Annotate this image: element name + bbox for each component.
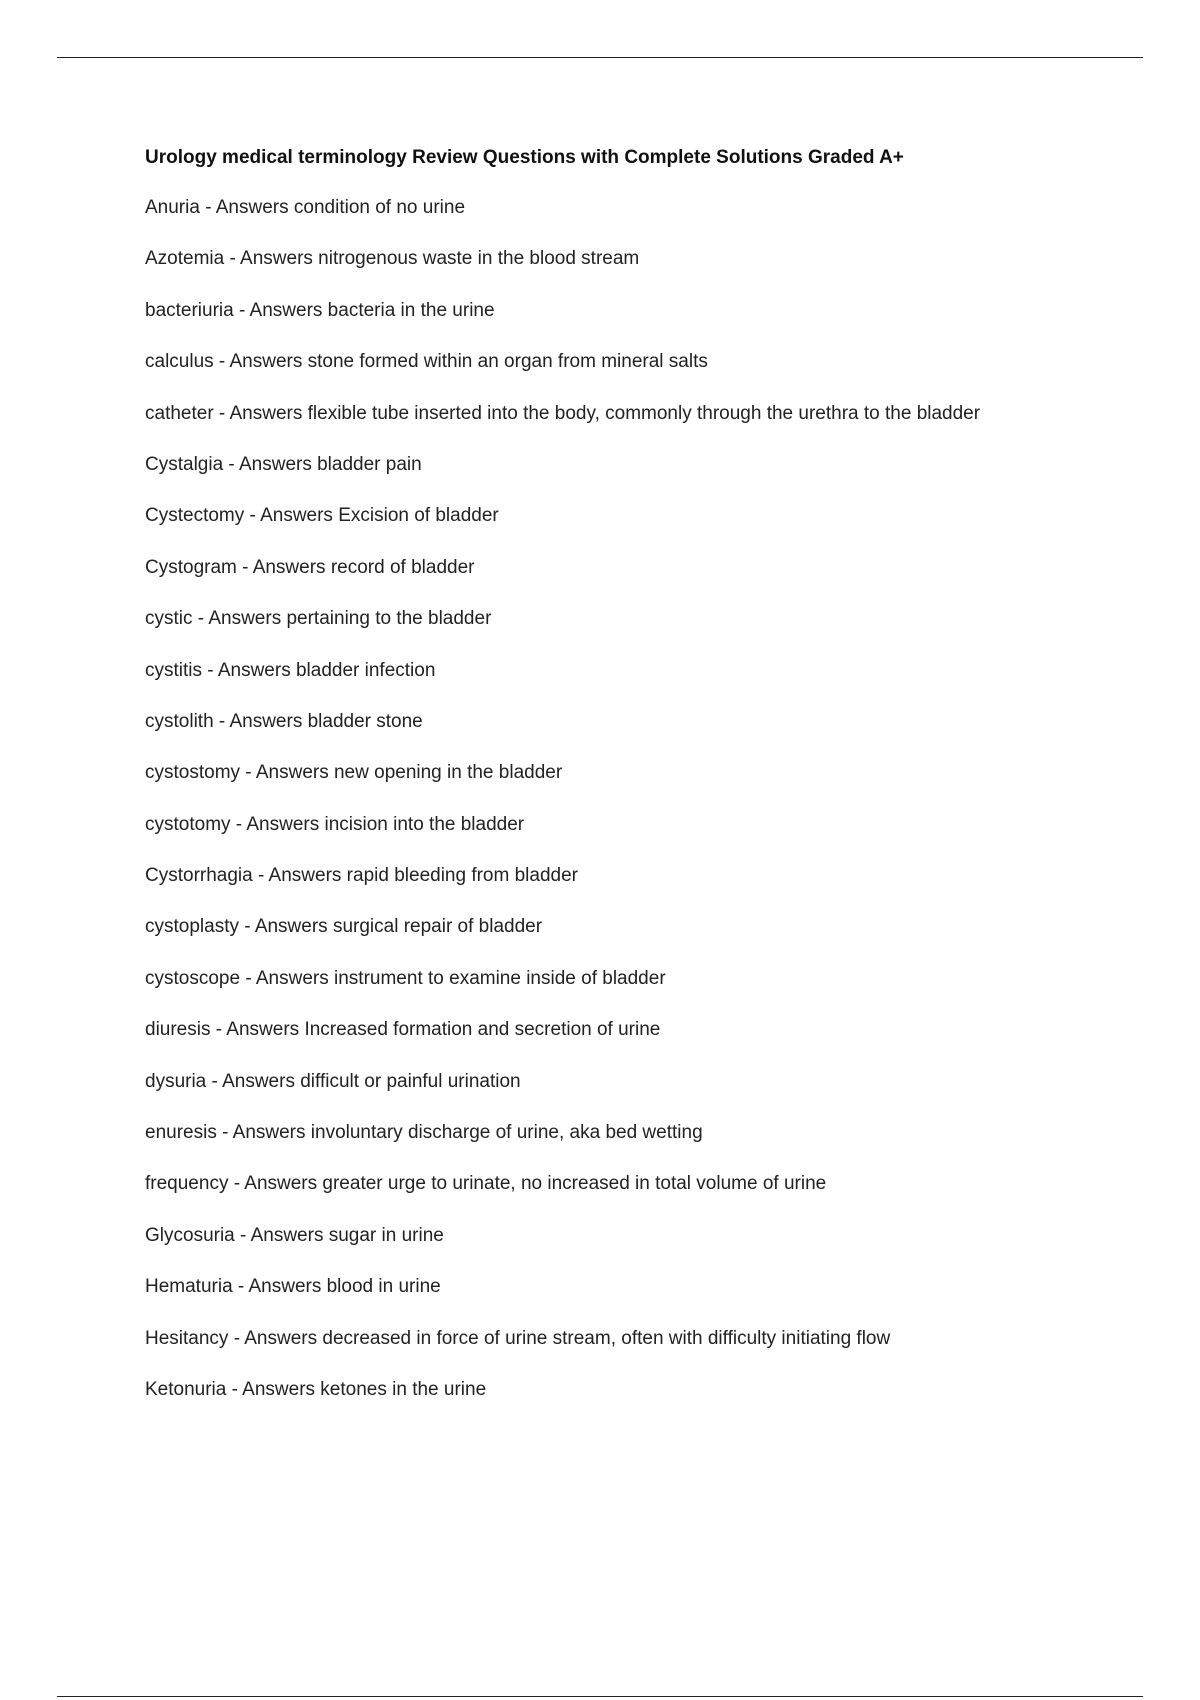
- term-entry: cystic - Answers pertaining to the bladder: [145, 608, 492, 630]
- footer-divider: [57, 1696, 1143, 1697]
- term-entry: dysuria - Answers difficult or painful urination: [145, 1070, 521, 1092]
- term-entry: calculus - Answers stone formed within an organ from mineral salts: [145, 351, 708, 373]
- term-entry: Hesitancy - Answers decreased in force of urine stream, often with difficulty initiating flow: [145, 1327, 891, 1349]
- term-entry: Cystogram - Answers record of bladder: [145, 556, 475, 578]
- term-entry: Cystorrhagia - Answers rapid bleeding from bladder: [145, 865, 578, 887]
- term-entry: cystotomy - Answers incision into the bladder: [145, 813, 525, 835]
- term-entry: bacteriuria - Answers bacteria in the urine: [145, 299, 495, 321]
- term-entry: diuresis - Answers Increased formation and secretion of urine: [145, 1019, 661, 1041]
- document-title: Urology medical terminology Review Questions with Complete Solutions Graded A+: [145, 147, 904, 168]
- term-entry: cystitis - Answers bladder infection: [145, 659, 436, 681]
- term-entry: Cystalgia - Answers bladder pain: [145, 453, 422, 475]
- term-entry: Cystectomy - Answers Excision of bladder: [145, 505, 499, 527]
- term-entry: frequency - Answers greater urge to urinate, no increased in total volume of urine: [145, 1173, 827, 1195]
- header-divider: [57, 57, 1143, 58]
- term-entry: catheter - Answers flexible tube inserted into the body, commonly through the urethra to the bladder: [145, 402, 981, 424]
- term-entry: Hematuria - Answers blood in urine: [145, 1276, 441, 1298]
- term-entry: cystoscope - Answers instrument to examine inside of bladder: [145, 967, 666, 989]
- term-entry: cystolith - Answers bladder stone: [145, 710, 423, 732]
- term-entry: Azotemia - Answers nitrogenous waste in the blood stream: [145, 248, 640, 270]
- term-entry: cystostomy - Answers new opening in the bladder: [145, 762, 563, 784]
- term-entry: enuresis - Answers involuntary discharge of urine, aka bed wetting: [145, 1122, 703, 1144]
- document-body: [145, 145, 1145, 1428]
- terminology-list: [145, 195, 1145, 1403]
- term-entry: Ketonuria - Answers ketones in the urine: [145, 1378, 487, 1400]
- term-entry: Anuria - Answers condition of no urine: [145, 197, 466, 218]
- term-entry: cystoplasty - Answers surgical repair of bladder: [145, 916, 543, 938]
- term-entry: Glycosuria - Answers sugar in urine: [145, 1224, 444, 1246]
